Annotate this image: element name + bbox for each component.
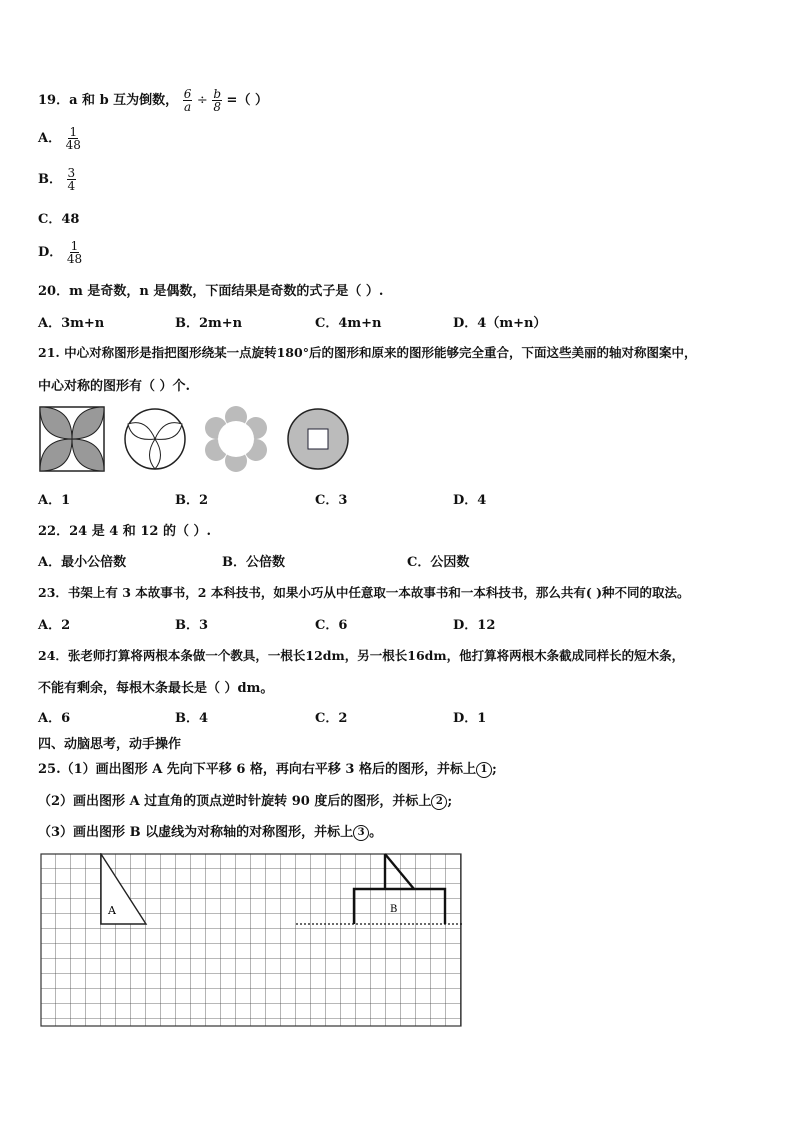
q19-option-b[interactable]: B． $\frac{3}{4}$ [38,166,76,193]
q19-option-a-fraction: $\frac{1}{48}$ [65,125,81,152]
q24-stem-line1: 24．张老师打算将两根本条做一个教具，一根长12dm，另一根长16dm，他打算将两根木条截成同样长的短木条， [38,648,685,663]
q24-option-c[interactable]: C．2 [315,711,348,726]
q20-option-a[interactable]: A．3m+n [38,316,105,331]
q24-option-d[interactable]: D．1 [453,711,487,726]
q19-stem-end: =（ ） [226,93,268,108]
q20-stem: 20．m 是奇数，n 是偶数，下面结果是奇数的式子是（ ）. [38,284,384,299]
q22-option-c[interactable]: C．公因数 [407,555,470,570]
q19-option-d-fraction: $\frac{1}{48}$ [66,239,83,266]
q23-option-b[interactable]: B．3 [175,618,209,633]
q20-option-c[interactable]: C．4m+n [315,316,382,331]
figure-square-petals [40,407,104,471]
q19-option-d[interactable]: D． $\frac{1}{48}$ [38,239,83,266]
q21-option-a[interactable]: A．1 [38,493,71,508]
q24-option-b[interactable]: B．4 [175,711,209,726]
q20-option-d[interactable]: D．4（m+n） [453,316,547,331]
q25-line3: （3）画出图形 B 以虚线为对称轴的对称图形，并标上 3 。 [38,825,383,840]
figure-a-label: A [108,904,116,917]
q21-option-d[interactable]: D．4 [453,493,487,508]
figure-flower [205,406,267,472]
figure-circle-leaves [125,409,185,469]
q19-option-a[interactable]: A． $\frac{1}{48}$ [38,125,81,152]
mark-1-icon: 1 [476,762,492,778]
q20-option-b[interactable]: B．2m+n [175,316,243,331]
q22-stem: 22．24 是 4 和 12 的（ ）. [38,524,211,539]
q25-line2: （2）画出图形 A 过直角的顶点逆时针旋转 90 度后的图形，并标上 2 ; [38,794,453,809]
figure-coin [288,409,348,469]
q24-option-a[interactable]: A．6 [38,711,71,726]
section-title: 四、动脑思考，动手操作 [38,737,182,752]
q21-option-b[interactable]: B．2 [175,493,209,508]
q22-option-a[interactable]: A．最小公倍数 [38,555,127,570]
q19-stem-start: 19．a 和 b 互为倒数， [38,93,179,108]
mark-3-icon: 3 [353,825,369,841]
q19-option-b-fraction: $\frac{3}{4}$ [67,166,76,193]
q23-option-d[interactable]: D．12 [453,618,496,633]
q19-option-c[interactable]: C．48 [38,212,80,227]
q19-fraction-2: $\frac{b}{8}$ [213,87,222,114]
q21-option-c[interactable]: C．3 [315,493,348,508]
q21-stem-line2: 中心对称的图形有（ ）个. [38,379,191,394]
q19-divide-sign: ÷ [196,93,208,108]
figure-b-label: B [390,904,398,915]
q23-stem: 23．书架上有 3 本故事书，2 本科技书，如果小巧从中任意取一本故事书和一本科技书，那么共有( )种不同的取法。 [38,585,690,600]
mark-2-icon: 2 [431,794,447,810]
q21-figures [36,404,366,476]
q25-line1: 25.（1）画出图形 A 先向下平移 6 格，再向右平移 3 格后的图形，并标上 1 ; [38,762,497,777]
q23-option-c[interactable]: C．6 [315,618,348,633]
q19-stem [38,88,268,113]
q19-fraction-1: $\frac{6}{a}$ [183,87,192,114]
q22-option-b[interactable]: B．公倍数 [222,555,285,570]
q23-option-a[interactable]: A．2 [38,618,71,633]
q25-grid[interactable] [40,853,466,1029]
q21-stem-line1: 21. 中心对称图形是指把图形绕某一点旋转180°后的图形和原来的图形能够完全重合，下面这些美丽的轴对称图案中， [38,345,697,360]
q24-stem-line2: 不能有剩余，每根木条最长是（ ）dm。 [38,681,274,696]
